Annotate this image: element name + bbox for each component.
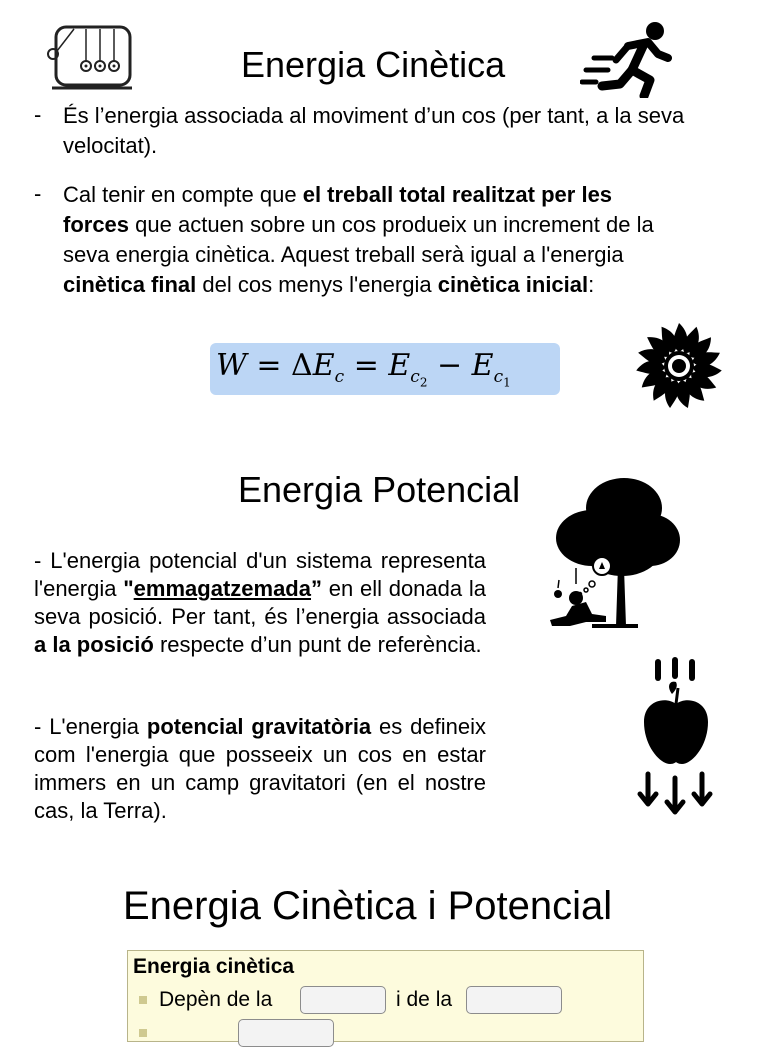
quiz-title: Energia cinètica [133,955,295,978]
section3-title: Energia Cinètica i Potencial [123,884,613,928]
work-energy-formula: $W = \Delta E_c = E_{c_2} - E_{c_1}$ [216,348,511,390]
kinetic-paragraph-2: Cal tenir en compte que el treball total realitzat per les forces que actuen sobre un cos produeix un increment de la seva energia cinètica. Aquest treball serà igual a l'energia cinètica final del cos menys l'energia cinètica inicial: [63,182,654,297]
potential-paragraph-1: - L'energia potencial d'un sistema representa l'energia "emmagatzemada” en ell donada la seva posició. Per tant, és l’energia associada a la posició respecte d’un punt de referència. [34,548,487,657]
answer-blank-2[interactable] [466,986,562,1014]
kinetic-paragraph-1: És l’energia associada al moviment d’un cos (per tant, a la seva velocitat). [63,103,685,158]
tree-with-person-icon [546,476,682,632]
bullet-dash: - [34,181,42,206]
list-bullet [139,1029,147,1037]
quiz-row1-text-b: i de la [396,988,453,1011]
potential-paragraph-2: - L'energia potencial gravitatòria es defineix com l'energia que posseeix un cos en estar immers en un camp gravitatori (en el nostre cas, la Terra). [34,714,486,823]
quiz-row1-text-a: Depèn de la [159,988,273,1011]
list-bullet [139,996,147,1004]
wind-turbine-icon [635,322,723,410]
running-person-icon [580,20,672,98]
answer-blank-1[interactable] [300,986,386,1014]
kinetic-title: Energia Cinètica [241,44,506,85]
potential-title: Energia Potencial [238,469,521,510]
falling-apple-icon [636,656,714,818]
bullet-dash: - [34,102,42,127]
quiz-panel [127,950,644,1042]
newtons-cradle-icon [44,24,134,92]
answer-blank-3[interactable] [238,1019,334,1047]
